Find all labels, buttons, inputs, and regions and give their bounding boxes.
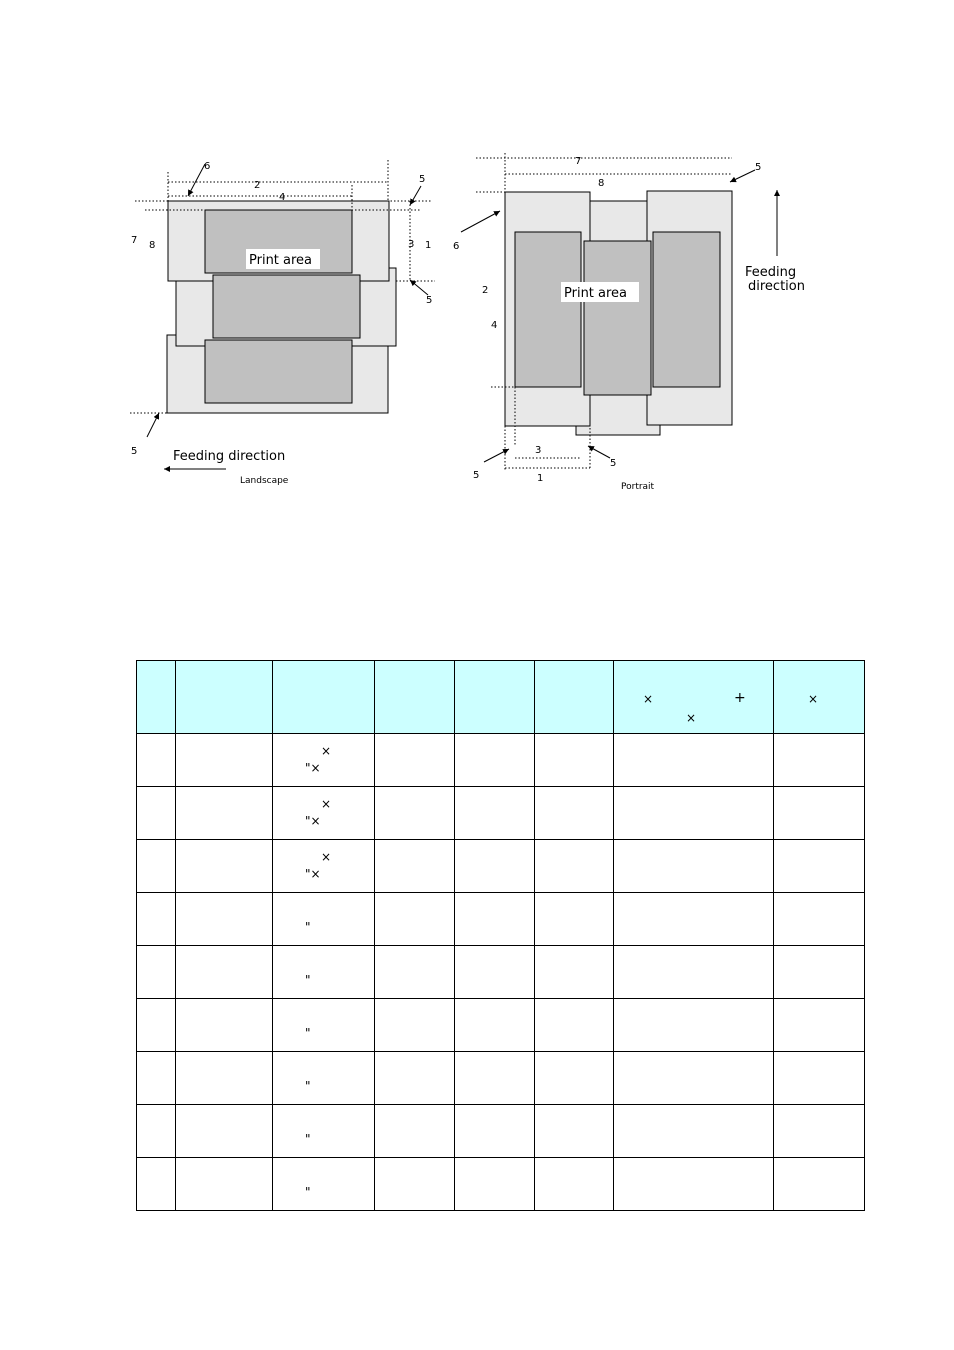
callout-5p-top: 5 (755, 162, 762, 173)
cell-symbol-bottom: " (305, 1185, 311, 1199)
table-row (137, 840, 865, 893)
table-cell (535, 1052, 614, 1105)
table-row (137, 787, 865, 840)
table-cell (614, 734, 774, 787)
cell-symbol-bottom: "× (305, 867, 321, 881)
header-cell (176, 661, 273, 734)
portrait-print-area-label: Print area (564, 286, 628, 301)
table-row (137, 1105, 865, 1158)
callout-5-bottom: 5 (131, 446, 138, 457)
table-cell (375, 1158, 455, 1211)
callout-5-mid: 5 (426, 295, 433, 306)
portrait-print-area-2 (584, 241, 651, 395)
table-cell (375, 946, 455, 999)
table-cell (273, 1052, 375, 1105)
table-cell (137, 840, 176, 893)
cell-symbol-bottom: "× (305, 814, 321, 828)
times-symbol: × (808, 692, 819, 706)
portrait-caption: Portrait (621, 482, 655, 492)
table-cell (774, 1158, 865, 1211)
table-cell (774, 999, 865, 1052)
header-cell (535, 661, 614, 734)
table-cell (614, 946, 774, 999)
callout-arrow-5a (410, 186, 421, 205)
callout-8p: 8 (598, 178, 605, 189)
table-cell (273, 893, 375, 946)
table-cell (455, 734, 535, 787)
callout-7: 7 (131, 235, 138, 246)
cell-symbol-bottom: " (305, 920, 311, 934)
portrait-feeding-line2: direction (748, 279, 805, 294)
cell-symbol-bottom: " (305, 1132, 311, 1146)
callout-arrow-5p-right (588, 446, 610, 458)
portrait-feeding-line1: Feeding (745, 265, 797, 280)
table-cell (535, 893, 614, 946)
table-cell (614, 1052, 774, 1105)
table-cell (535, 946, 614, 999)
header-cell (614, 661, 774, 734)
landscape-print-area-label: Print area (249, 253, 313, 268)
landscape-print-area-3 (205, 340, 352, 403)
header-cell (137, 661, 176, 734)
callout-1p: 1 (537, 473, 544, 484)
table-cell (535, 734, 614, 787)
table-cell (176, 893, 273, 946)
table-cell (137, 999, 176, 1052)
table-cell (535, 787, 614, 840)
header-cell (455, 661, 535, 734)
table-cell (455, 999, 535, 1052)
cell-symbol-bottom: "× (305, 761, 321, 775)
times-symbol: × (686, 711, 697, 725)
table-cell (774, 1052, 865, 1105)
table-cell (774, 734, 865, 787)
table-cell (273, 787, 375, 840)
callout-5p-left: 5 (473, 470, 480, 481)
table-cell (273, 1158, 375, 1211)
table-cell (137, 734, 176, 787)
landscape-print-area-2 (213, 275, 360, 338)
table-cell (137, 893, 176, 946)
table-cell (774, 840, 865, 893)
table-cell (614, 999, 774, 1052)
callout-5-top: 5 (419, 174, 426, 185)
table-cell (176, 946, 273, 999)
table-cell (614, 1105, 774, 1158)
table-cell (535, 840, 614, 893)
header-cell (273, 661, 375, 734)
table-cell (273, 840, 375, 893)
table-header-row (137, 661, 865, 734)
table-cell (375, 787, 455, 840)
table-cell (375, 840, 455, 893)
table-row (137, 999, 865, 1052)
table-cell (455, 1158, 535, 1211)
table-cell (455, 893, 535, 946)
table-cell (176, 840, 273, 893)
table-cell (176, 1158, 273, 1211)
table-cell (273, 946, 375, 999)
callout-7p: 7 (575, 156, 582, 167)
callout-3: 3 (408, 239, 415, 250)
table-cell (137, 1052, 176, 1105)
table-row (137, 946, 865, 999)
table-cell (176, 1105, 273, 1158)
table-cell (455, 787, 535, 840)
table-cell (614, 787, 774, 840)
callout-4: 4 (279, 192, 286, 203)
landscape-caption: Landscape (240, 476, 289, 486)
times-symbol: × (643, 692, 654, 706)
table-cell (137, 1158, 176, 1211)
table-cell (375, 1052, 455, 1105)
callout-8: 8 (149, 240, 156, 251)
portrait-diagram (453, 153, 805, 492)
table-cell (535, 999, 614, 1052)
callout-2: 2 (254, 180, 261, 191)
callout-6p: 6 (453, 241, 460, 252)
table-cell (774, 893, 865, 946)
cell-symbol-top: × (321, 850, 332, 864)
callout-arrow-6p (461, 211, 500, 232)
table-body (137, 734, 865, 1211)
landscape-feeding-direction: Feeding direction (173, 449, 286, 464)
landscape-diagram (130, 160, 435, 486)
table-cell (774, 1105, 865, 1158)
table-cell (176, 734, 273, 787)
cell-symbol-bottom: " (305, 973, 311, 987)
table-cell (375, 893, 455, 946)
table-cell (614, 893, 774, 946)
table-cell (137, 787, 176, 840)
portrait-print-area-1 (515, 232, 581, 387)
cell-symbol-top: × (321, 744, 332, 758)
cell-symbol-top: × (321, 797, 332, 811)
table-cell (137, 946, 176, 999)
table-cell (535, 1105, 614, 1158)
table-cell (455, 1105, 535, 1158)
table-row (137, 1052, 865, 1105)
callout-arrow-5p-top (730, 170, 755, 182)
table-cell (614, 840, 774, 893)
cell-symbol-bottom: " (305, 1026, 311, 1040)
table-cell (375, 1105, 455, 1158)
table-cell (614, 1158, 774, 1211)
portrait-print-area-3 (653, 232, 720, 387)
table-cell (375, 999, 455, 1052)
table-cell (273, 734, 375, 787)
table-cell (774, 946, 865, 999)
table-cell (137, 1105, 176, 1158)
layout-diagram (0, 0, 954, 520)
callout-arrow-6 (188, 164, 205, 196)
table-cell (455, 1052, 535, 1105)
table-row (137, 1158, 865, 1211)
callout-4p: 4 (491, 320, 498, 331)
cell-symbol-bottom: " (305, 1079, 311, 1093)
header-cell (375, 661, 455, 734)
callout-arrow-5b (410, 280, 428, 295)
table-cell (535, 1158, 614, 1211)
callout-6: 6 (204, 161, 211, 172)
table-cell (375, 734, 455, 787)
table-row (137, 734, 865, 787)
table-cell (455, 946, 535, 999)
table-cell (176, 787, 273, 840)
table-cell (273, 999, 375, 1052)
table-cell (774, 787, 865, 840)
table-row (137, 893, 865, 946)
table-cell (176, 999, 273, 1052)
spec-table (136, 660, 865, 1211)
plus-symbol: + (734, 690, 746, 706)
table-cell (273, 1105, 375, 1158)
table-cell (455, 840, 535, 893)
header-cell (774, 661, 865, 734)
callout-5p-right: 5 (610, 458, 617, 469)
callout-2p: 2 (482, 285, 489, 296)
callout-arrow-5c (147, 413, 159, 437)
callout-1: 1 (425, 240, 432, 251)
table-cell (176, 1052, 273, 1105)
callout-3p: 3 (535, 445, 542, 456)
